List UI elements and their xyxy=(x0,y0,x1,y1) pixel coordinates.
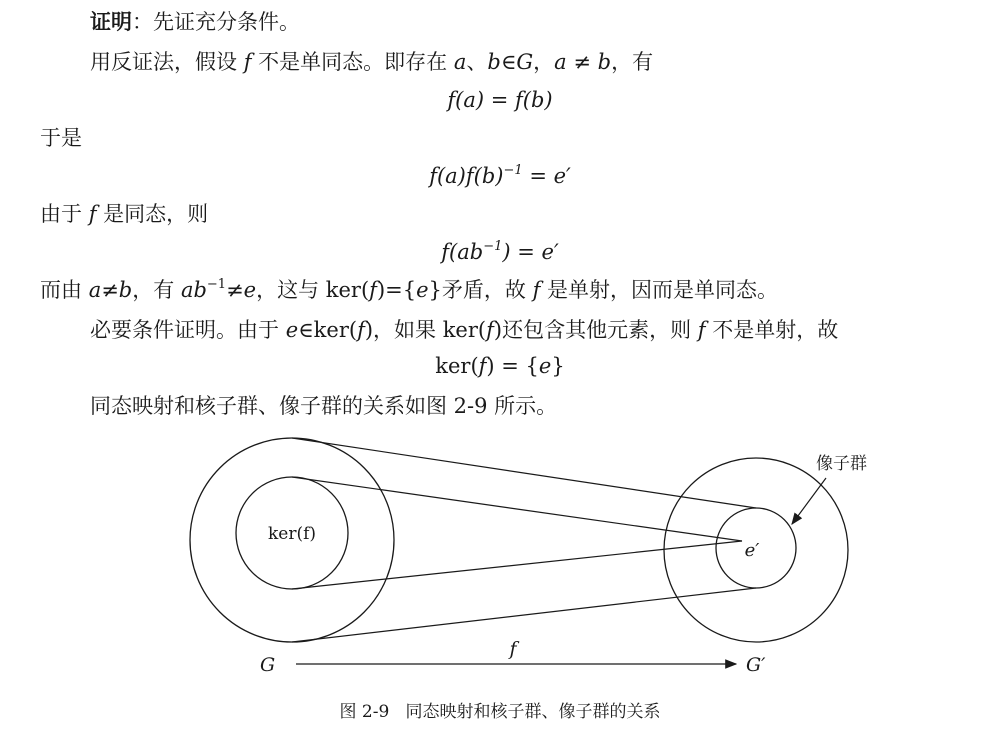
proof-heading-rest: ：先证充分条件。 xyxy=(132,10,300,34)
equation-text: f(a)f(b) xyxy=(429,164,504,188)
caption-text: 同态映射和核子群、像子群的关系 xyxy=(405,702,661,722)
text-span: 必要条件证明。由于 xyxy=(90,318,286,342)
math-var: f xyxy=(478,354,487,378)
image-subgroup-label: 像子群 xyxy=(816,454,867,474)
text-span: 是单射，因而是单同态。 xyxy=(540,278,779,302)
math-symbol: ≠ xyxy=(566,50,598,74)
math-var: e xyxy=(538,354,552,378)
superscript: −1 xyxy=(503,163,523,178)
map-label: f xyxy=(509,638,517,660)
text-span: ，有 xyxy=(611,50,654,74)
math-var: ≠e xyxy=(226,278,257,302)
math-var: f xyxy=(357,318,365,342)
math-var: f xyxy=(532,278,541,302)
text-span: 由于 xyxy=(40,202,89,226)
equation-text: ) = e′ xyxy=(502,240,559,264)
math-var: f xyxy=(369,278,377,302)
math-var: f xyxy=(697,318,706,342)
figure-caption xyxy=(0,700,1000,724)
text-span: ，有 xyxy=(132,278,181,302)
text-span: 不是单射，故 xyxy=(705,318,839,342)
math-var: e xyxy=(285,318,299,342)
equation-text: f(ab xyxy=(441,240,484,264)
caption-number: 图 2-9 xyxy=(339,702,390,722)
text-span: )={ xyxy=(376,278,417,302)
superscript: −1 xyxy=(483,239,503,254)
math-var: f xyxy=(243,50,252,74)
text-span: ∈ker( xyxy=(298,318,358,342)
text-span: 同态映射和核子群、像子群的关系如图 2-9 所示。 xyxy=(90,394,558,418)
math-var: a xyxy=(554,50,567,74)
map-line-top-kernel xyxy=(292,477,742,541)
text-span: 是同态，则 xyxy=(96,202,209,226)
proof-heading: 证明 xyxy=(90,9,132,34)
math-var: a≠b xyxy=(88,278,133,302)
map-line-bottom-kernel xyxy=(292,541,742,589)
equation-text: ker( xyxy=(435,354,479,378)
text-span: )，如果 ker( xyxy=(364,318,487,342)
text-span: 用反证法，假设 xyxy=(90,50,244,74)
kernel-label: ker(f) xyxy=(267,524,317,544)
math-var: a xyxy=(453,50,467,74)
equation-text: f(a) = f(b) xyxy=(447,88,553,112)
math-var: ab xyxy=(180,278,207,302)
text-span: ，这与 ker( xyxy=(256,278,370,302)
text-span: }矛盾，故 xyxy=(428,278,533,302)
codomain-label: G′ xyxy=(746,654,766,676)
text-span: 、 xyxy=(466,50,488,74)
math-var: b xyxy=(597,50,612,74)
text-span: 于是 xyxy=(40,126,82,150)
text-span: 不是单同态。即存在 xyxy=(251,50,454,74)
math-var: e xyxy=(416,278,429,302)
math-var: b xyxy=(487,50,501,74)
math-var: f xyxy=(486,318,494,342)
math-var: f xyxy=(88,202,97,226)
math-var: G xyxy=(516,50,534,74)
image-label-arrow xyxy=(792,478,826,524)
text-span: )还包含其他元素，则 xyxy=(493,318,698,342)
equation-text: = e′ xyxy=(522,164,571,188)
equation-text: } xyxy=(551,354,565,378)
text-span: 而由 xyxy=(40,278,89,302)
domain-label: G xyxy=(260,654,276,676)
text-span: ， xyxy=(533,50,555,74)
identity-label: e′ xyxy=(744,540,760,561)
superscript: −1 xyxy=(206,277,227,292)
math-symbol: ∈ xyxy=(500,50,517,74)
map-line-top-outer xyxy=(292,438,756,508)
equation-text: ) = { xyxy=(486,354,539,378)
